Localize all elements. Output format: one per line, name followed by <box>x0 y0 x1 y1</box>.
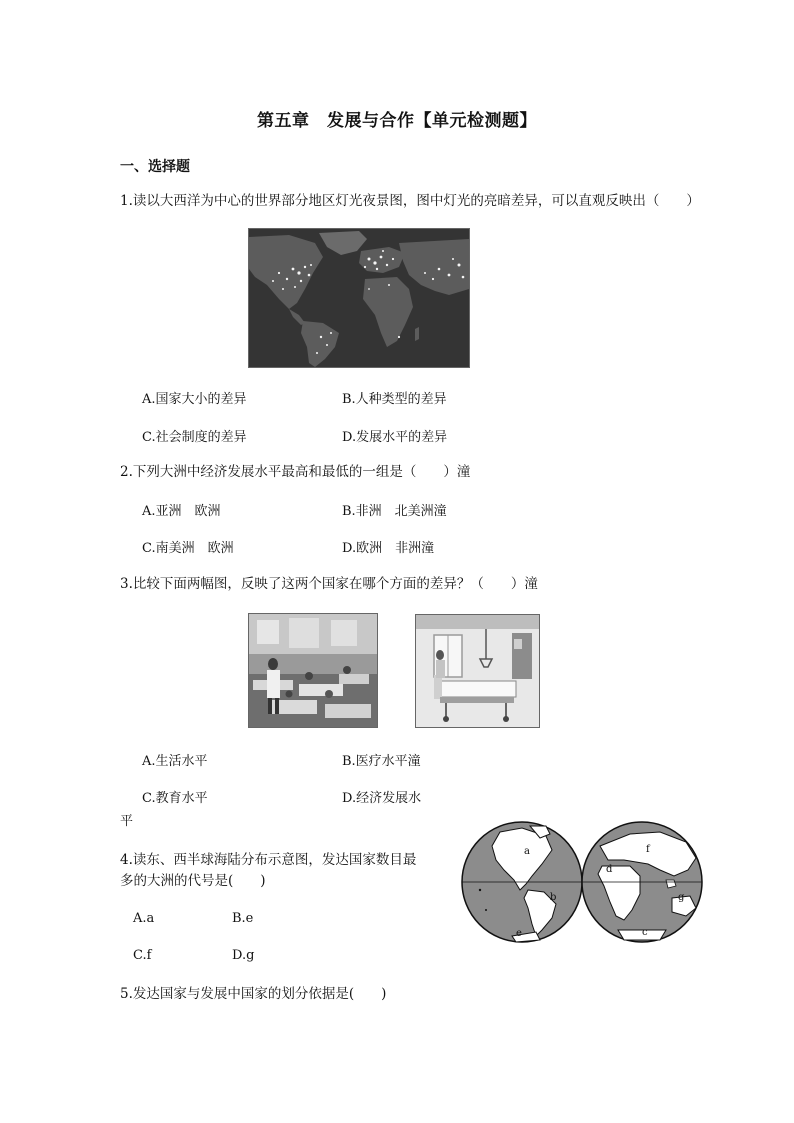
question-5-text: 5.发达国家与发展中国家的划分依据是( ) <box>120 986 387 1002</box>
q2-option-c: C.南美洲 欧洲 <box>142 541 234 556</box>
crowded-ward-graphic <box>249 614 377 727</box>
map-label-e: e <box>516 928 522 939</box>
modern-hospital-graphic <box>416 615 539 727</box>
map-label-d: d <box>606 864 613 875</box>
q1-option-c: C.社会制度的差异 <box>142 430 247 445</box>
map-label-g: g <box>678 892 685 903</box>
question-1-text: 1.读以大西洋为中心的世界部分地区灯光夜景图，图中灯光的亮暗差异，可以直观反映出（ ） <box>120 193 700 209</box>
q1-option-d: D.发展水平的差异 <box>342 430 448 445</box>
map-label-a: a <box>524 846 530 857</box>
q1-option-b: B.人种类型的差异 <box>342 392 447 407</box>
page-title: 第五章 发展与合作【单元检测题】 <box>257 111 537 131</box>
section-heading: 一、选择题 <box>120 159 190 175</box>
map-label-f: f <box>646 844 650 855</box>
question-4-text-line1: 4.读东、西半球海陆分布示意图，发达国家数目最 <box>120 852 417 868</box>
q2-option-b: B.非洲 北美洲潼 <box>342 504 447 519</box>
hemispheres-map-graphic <box>460 820 704 944</box>
q4-option-b: B.e <box>232 911 254 926</box>
q2-option-a: A.亚洲 欧洲 <box>142 504 221 519</box>
q4-option-d: D.g <box>232 948 255 963</box>
question-4-text-line2: 多的大洲的代号是( ) <box>120 873 266 889</box>
q3-option-d: D.经济发展水 <box>342 791 422 806</box>
question-2-text: 2.下列大洲中经济发展水平最高和最低的一组是（ ）潼 <box>120 464 471 480</box>
night-lights-map-graphic <box>249 229 469 367</box>
night-lights-map-image <box>248 228 470 368</box>
q3-option-b: B.医疗水平潼 <box>342 754 421 769</box>
q2-option-d: D.欧洲 非洲潼 <box>342 541 435 556</box>
map-label-c: c <box>642 927 648 938</box>
modern-hospital-photo <box>415 614 540 728</box>
q3-option-d-wrap: 平 <box>120 814 134 829</box>
map-label-b: b <box>550 892 557 903</box>
hemispheres-map <box>460 820 704 944</box>
question-3-text: 3.比较下面两幅图，反映了这两个国家在哪个方面的差异？（ ）潼 <box>120 576 538 592</box>
q1-option-a: A.国家大小的差异 <box>142 392 247 407</box>
q3-option-a: A.生活水平 <box>142 754 208 769</box>
q4-option-a: A.a <box>133 911 155 926</box>
q3-option-c: C.教育水平 <box>142 791 208 806</box>
crowded-ward-photo <box>248 613 378 728</box>
q4-option-c: C.f <box>133 948 152 963</box>
